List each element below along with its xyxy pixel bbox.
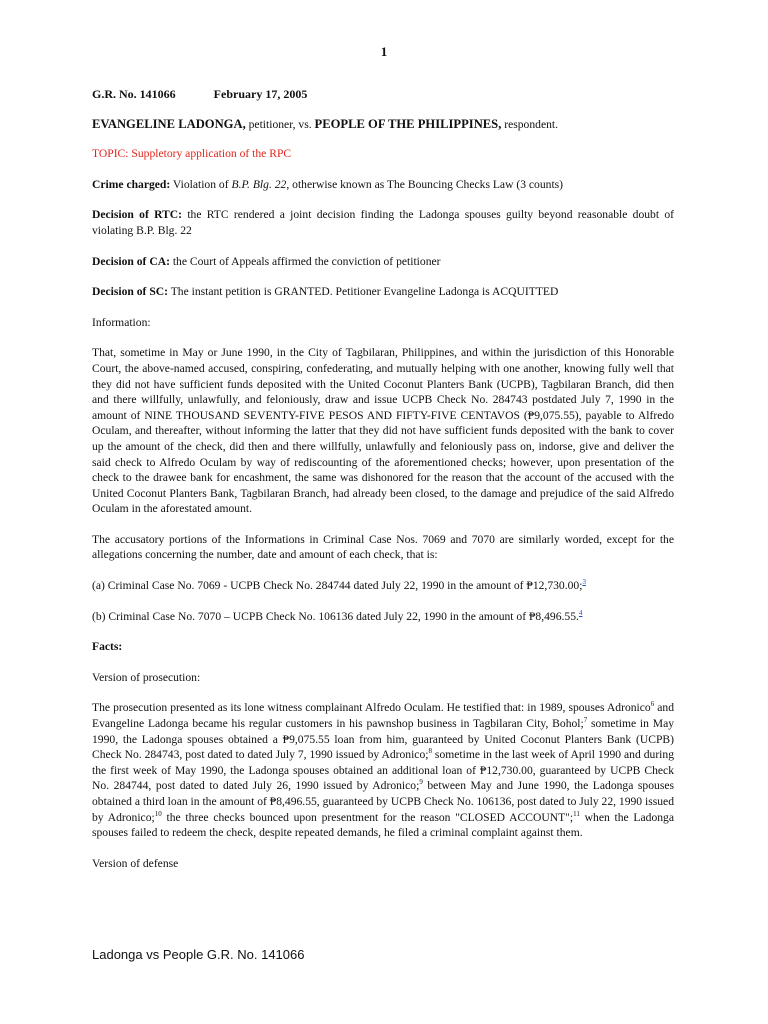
footnote-marker: 10: [154, 809, 162, 818]
petitioner-role: petitioner, vs.: [245, 117, 315, 131]
gr-number: G.R. No. 141066: [92, 87, 176, 101]
topic-line: TOPIC: Suppletory application of the RPC: [92, 147, 292, 161]
case-a-text: (a) Criminal Case No. 7069 - UCPB Check No. 284744 dated July 22, 1990 in the amount of ₱12,730.00;: [92, 579, 583, 593]
prosecution-paragraph: [92, 700, 674, 840]
decision-ca-label: Decision of CA:: [92, 254, 170, 268]
page-number: 1: [380, 44, 388, 59]
prosecution-heading: Version of prosecution:: [92, 670, 201, 684]
decision-date: February 17, 2005: [213, 87, 308, 101]
case-b-line: [92, 609, 674, 625]
page-footer: Ladonga vs People G.R. No. 141066: [92, 947, 305, 962]
crime-charged-label: Crime charged:: [92, 177, 171, 191]
respondent-role: respondent.: [501, 117, 559, 131]
case-b-text: (b) Criminal Case No. 7070 – UCPB Check No. 106136 dated July 22, 1990 in the amount of ₱8,496.55.: [92, 609, 579, 623]
respondent-name: PEOPLE OF THE PHILIPPINES,: [314, 116, 502, 131]
decision-rtc: [92, 207, 674, 238]
prosecution-text: The prosecution presented as its lone witness complainant Alfredo Oculam. He testified that: in 1989, spouses Adronico: [92, 701, 651, 715]
crime-charged: [92, 177, 674, 193]
prosecution-text: between May and June 1990, the Ladonga spouses obtained a third loan in the amount of ₱8,496.55, guaranteed by UCPB Check No. 106136, post dated to July 22, 1990 issued by Adronico;: [92, 779, 674, 824]
decision-sc-label: Decision of SC:: [92, 285, 168, 299]
facts-heading: Facts:: [92, 640, 123, 654]
crime-law: B.P. Blg. 22: [231, 177, 287, 191]
decision-rtc-text: the RTC rendered a joint decision finding the Ladonga spouses guilty beyond reasonable doubt of violating B.P. Blg. 22: [92, 208, 675, 237]
crime-pre: Violation of: [170, 177, 232, 191]
decision-ca-text: the Court of Appeals affirmed the conviction of petitioner: [169, 254, 441, 268]
information-heading: Information:: [92, 315, 151, 329]
prosecution-text: sometime in the last week of April 1990 and during the first week of May 1990, the Ladonga spouses obtained an additional loan of ₱12,730.00, guaranteed by UCPB Check No. 284744, post dated to dated July 26, 1990 issued by Adronico;: [92, 748, 674, 793]
prosecution-text: the three checks bounced upon presentment for the reason "CLOSED ACCOUNT";: [161, 810, 574, 824]
case-a-line: [92, 578, 674, 594]
footnote-marker: 7: [583, 716, 588, 725]
decision-ca: [92, 254, 674, 270]
decision-sc: [92, 284, 674, 300]
footnote-link[interactable]: 3: [582, 578, 586, 587]
decision-rtc-label: Decision of RTC:: [92, 208, 183, 222]
parties-line: [92, 117, 674, 133]
information-paragraph: That, sometime in May or June 1990, in the City of Tagbilaran, Philippines, and within the jurisdiction of this Honorable Court, the above-named accused, conspiring, confederating, and mutually helping with one another, knowing fully well that they did not have sufficient funds deposited with the United Coconut Planters Bank (UCPB), Tagbilaran Branch, did then and there willfully, unlawfully, and feloniously, draw and issue UCPB Check No. 284743 postdated July 7, 1990 in the amount of NINE THOUSAND SEVENTY-FIVE PESOS AND FIFTY-FIVE CENTAVOS (₱9,075.55), payable to Alfredo Oculam, and thereafter, without informing the latter that they did not have sufficient funds deposited with the bank to cover up the amount of the check, did then and there willfully, unlawfully and feloniously pass on, indorse, give and deliver the said check to Alfredo Oculam by way of rediscounting of the aforementioned checks; however, upon presentation of the check to the drawee bank for encashment, the same was dishonored for the reason that the account of the accused with the United Coconut Planters Bank, Tagbilaran Branch, had already been closed, to the damage and prejudice of the said Alfredo Oculam in the aforestated amount.: [92, 346, 674, 516]
defense-heading: Version of defense: [92, 856, 179, 870]
decision-sc-text: The instant petition is GRANTED. Petitioner Evangeline Ladonga is ACQUITTED: [168, 285, 559, 299]
footnote-marker: 11: [573, 809, 580, 818]
crime-post: , otherwise known as The Bouncing Checks Law (3 counts): [286, 177, 564, 191]
document-body: [92, 87, 674, 871]
footnote-marker: 9: [419, 778, 423, 787]
prosecution-text: and Evangeline Ladonga became his regular customers in his pawnshop business in Tagbilaran City, Bohol;: [92, 701, 675, 731]
case-header: [92, 87, 674, 103]
prosecution-text: sometime in May 1990, the Ladonga spouses obtained a ₱9,075.55 loan from him, guaranteed by United Coconut Planters Bank (UCPB) Check No. 284743, post dated to dated July 7, 1990 issued by Adronico;: [92, 717, 675, 762]
footnote-link[interactable]: 4: [578, 608, 583, 617]
footnote-marker: 8: [428, 747, 432, 756]
footnote-marker: 6: [650, 700, 655, 709]
accusatory-paragraph: The accusatory portions of the Informations in Criminal Case Nos. 7069 and 7070 are similarly worded, except for the allegations concerning the number, date and amount of each check, that is:: [92, 532, 674, 562]
petitioner-name: EVANGELINE LADONGA,: [92, 116, 246, 131]
prosecution-text: when the Ladonga spouses failed to redeem the check, despite repeated demands, he filed a criminal complaint against them.: [92, 810, 674, 840]
